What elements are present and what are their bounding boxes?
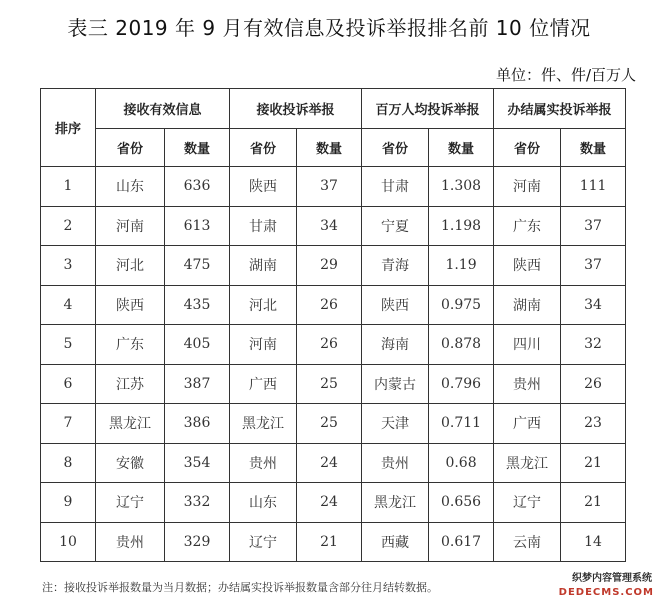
count-cell: 26: [297, 325, 362, 365]
watermark: [559, 572, 654, 600]
province-cell: 山东: [230, 483, 297, 523]
count-cell: 0.656: [429, 483, 494, 523]
sub-header-count: 数量: [297, 129, 362, 167]
table-row: [41, 167, 626, 207]
count-cell: 34: [561, 285, 626, 325]
province-cell: 辽宁: [96, 483, 165, 523]
count-cell: 1.308: [429, 167, 494, 207]
province-cell: 贵州: [362, 443, 429, 483]
rank-header: 排序: [41, 89, 96, 167]
province-cell: 贵州: [96, 522, 165, 562]
group-header-complaints: 接收投诉举报: [230, 89, 362, 129]
table-row: [41, 404, 626, 444]
province-cell: 黑龙江: [230, 404, 297, 444]
table-row: [41, 246, 626, 286]
count-cell: 24: [297, 443, 362, 483]
count-cell: 0.711: [429, 404, 494, 444]
rank-cell: 10: [41, 522, 96, 562]
watermark-text: 织梦内容管理系统: [559, 572, 654, 586]
count-cell: 354: [165, 443, 230, 483]
province-cell: 广东: [96, 325, 165, 365]
province-cell: 黑龙江: [494, 443, 561, 483]
count-cell: 1.198: [429, 206, 494, 246]
rank-cell: 3: [41, 246, 96, 286]
province-cell: 安徽: [96, 443, 165, 483]
province-cell: 山东: [96, 167, 165, 207]
group-header-valid-info: 接收有效信息: [96, 89, 230, 129]
count-cell: 405: [165, 325, 230, 365]
province-cell: 甘肃: [230, 206, 297, 246]
province-cell: 陕西: [230, 167, 297, 207]
table-row: [41, 443, 626, 483]
count-cell: 386: [165, 404, 230, 444]
sub-header-province: 省份: [494, 129, 561, 167]
count-cell: 0.68: [429, 443, 494, 483]
ranking-table: [40, 88, 626, 562]
province-cell: 贵州: [494, 364, 561, 404]
count-cell: 111: [561, 167, 626, 207]
province-cell: 湖南: [494, 285, 561, 325]
table-row: [41, 206, 626, 246]
count-cell: 26: [297, 285, 362, 325]
province-cell: 西藏: [362, 522, 429, 562]
province-cell: 辽宁: [230, 522, 297, 562]
count-cell: 0.878: [429, 325, 494, 365]
rank-cell: 9: [41, 483, 96, 523]
count-cell: 37: [561, 246, 626, 286]
province-cell: 广西: [494, 404, 561, 444]
count-cell: 0.796: [429, 364, 494, 404]
count-cell: 475: [165, 246, 230, 286]
group-header-per-million: 百万人均投诉举报: [362, 89, 494, 129]
province-cell: 辽宁: [494, 483, 561, 523]
rank-cell: 7: [41, 404, 96, 444]
rank-cell: 1: [41, 167, 96, 207]
table-row: [41, 364, 626, 404]
table-row: [41, 325, 626, 365]
table-row: [41, 285, 626, 325]
table-row: [41, 522, 626, 562]
count-cell: 387: [165, 364, 230, 404]
count-cell: 329: [165, 522, 230, 562]
count-cell: 21: [561, 443, 626, 483]
count-cell: 435: [165, 285, 230, 325]
sub-header-count: 数量: [165, 129, 230, 167]
sub-header-count: 数量: [561, 129, 626, 167]
count-cell: 32: [561, 325, 626, 365]
table-body: [41, 167, 626, 562]
province-cell: 云南: [494, 522, 561, 562]
rank-cell: 8: [41, 443, 96, 483]
count-cell: 1.19: [429, 246, 494, 286]
sub-header-province: 省份: [230, 129, 297, 167]
province-cell: 江苏: [96, 364, 165, 404]
table-row: [41, 483, 626, 523]
province-cell: 黑龙江: [362, 483, 429, 523]
count-cell: 21: [561, 483, 626, 523]
province-cell: 河南: [96, 206, 165, 246]
province-cell: 河北: [96, 246, 165, 286]
footnote: 注：接收投诉举报数量为当月数据；办结属实投诉举报数量含部分往月结转数据。: [42, 581, 438, 594]
sub-header-province: 省份: [96, 129, 165, 167]
rank-cell: 4: [41, 285, 96, 325]
count-cell: 0.975: [429, 285, 494, 325]
province-cell: 河北: [230, 285, 297, 325]
province-cell: 湖南: [230, 246, 297, 286]
province-cell: 海南: [362, 325, 429, 365]
province-cell: 天津: [362, 404, 429, 444]
province-cell: 河南: [494, 167, 561, 207]
province-cell: 陕西: [494, 246, 561, 286]
province-cell: 贵州: [230, 443, 297, 483]
province-cell: 宁夏: [362, 206, 429, 246]
province-cell: 内蒙古: [362, 364, 429, 404]
count-cell: 21: [297, 522, 362, 562]
count-cell: 636: [165, 167, 230, 207]
count-cell: 29: [297, 246, 362, 286]
province-cell: 青海: [362, 246, 429, 286]
count-cell: 14: [561, 522, 626, 562]
count-cell: 34: [297, 206, 362, 246]
count-cell: 26: [561, 364, 626, 404]
count-cell: 23: [561, 404, 626, 444]
count-cell: 25: [297, 364, 362, 404]
count-cell: 37: [561, 206, 626, 246]
province-cell: 四川: [494, 325, 561, 365]
province-cell: 甘肃: [362, 167, 429, 207]
count-cell: 613: [165, 206, 230, 246]
count-cell: 37: [297, 167, 362, 207]
count-cell: 0.617: [429, 522, 494, 562]
province-cell: 陕西: [96, 285, 165, 325]
province-cell: 广东: [494, 206, 561, 246]
province-cell: 陕西: [362, 285, 429, 325]
rank-cell: 5: [41, 325, 96, 365]
group-header-verified: 办结属实投诉举报: [494, 89, 626, 129]
sub-header-count: 数量: [429, 129, 494, 167]
unit-label: 单位：件、件/百万人: [495, 66, 636, 84]
count-cell: 25: [297, 404, 362, 444]
page-title: 表三 2019 年 9 月有效信息及投诉举报排名前 10 位情况: [67, 16, 591, 40]
rank-cell: 2: [41, 206, 96, 246]
rank-cell: 6: [41, 364, 96, 404]
sub-header-province: 省份: [362, 129, 429, 167]
province-cell: 河南: [230, 325, 297, 365]
count-cell: 332: [165, 483, 230, 523]
province-cell: 广西: [230, 364, 297, 404]
count-cell: 24: [297, 483, 362, 523]
watermark-domain: DEDECMS.COM: [558, 587, 654, 598]
province-cell: 黑龙江: [96, 404, 165, 444]
